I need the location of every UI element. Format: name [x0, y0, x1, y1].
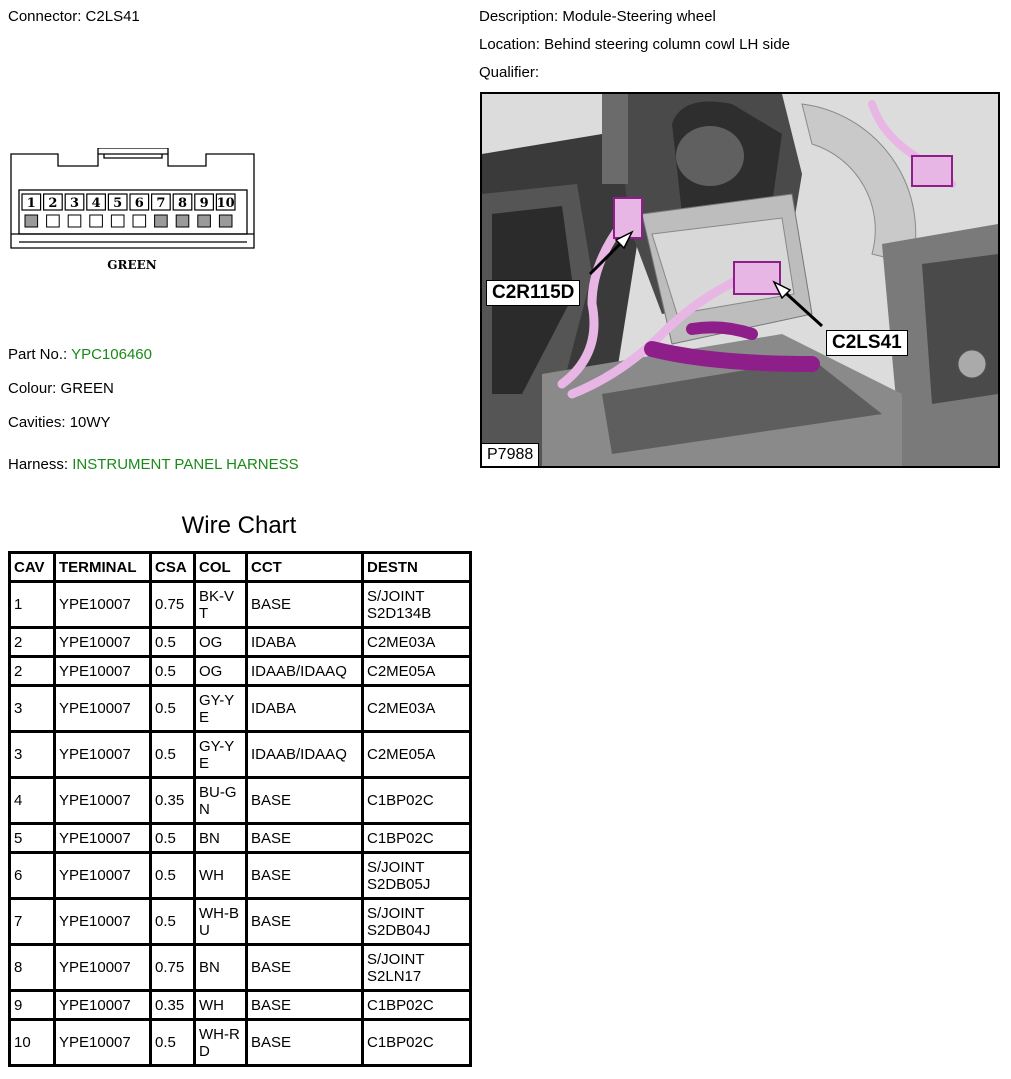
- table-row: [10, 824, 471, 853]
- part-number-value: YPC106460: [71, 346, 152, 363]
- table-cell: BASE: [247, 899, 363, 945]
- connector-label: Connector:: [8, 8, 82, 25]
- table-cell: IDAAB/IDAAQ: [247, 732, 363, 778]
- table-cell: 0.35: [151, 991, 195, 1020]
- pin-terminal-slot: [133, 215, 146, 227]
- pin-terminal-slot: [176, 215, 189, 227]
- colour-label: Colour:: [8, 380, 57, 397]
- table-cell: WH-BU: [195, 899, 247, 945]
- pin-number: 9: [199, 196, 209, 211]
- location-photo: [480, 92, 1000, 468]
- column-header: CAV: [10, 553, 55, 582]
- table-cell: C1BP02C: [363, 824, 471, 853]
- table-cell: YPE10007: [55, 732, 151, 778]
- cavities-label: Cavities:: [8, 414, 66, 431]
- table-cell: 8: [10, 945, 55, 991]
- table-cell: WH: [195, 853, 247, 899]
- description-label: Description:: [479, 8, 559, 25]
- table-cell: 1: [10, 582, 55, 628]
- table-cell: 7: [10, 899, 55, 945]
- pin-number: 4: [91, 196, 101, 211]
- column-header: TERMINAL: [55, 553, 151, 582]
- table-cell: C1BP02C: [363, 991, 471, 1020]
- table-cell: BASE: [247, 824, 363, 853]
- column-header: COL: [195, 553, 247, 582]
- table-cell: 3: [10, 732, 55, 778]
- table-cell: 3: [10, 686, 55, 732]
- pin-number: 1: [26, 196, 36, 211]
- table-cell: YPE10007: [55, 1020, 151, 1066]
- table-row: [10, 1020, 471, 1066]
- table-row: [10, 686, 471, 732]
- table-cell: OG: [195, 657, 247, 686]
- cavities-value: 10WY: [69, 414, 111, 431]
- table-cell: YPE10007: [55, 657, 151, 686]
- table-cell: WH: [195, 991, 247, 1020]
- table-row: [10, 582, 471, 628]
- column-header: DESTN: [363, 553, 471, 582]
- table-cell: C1BP02C: [363, 1020, 471, 1066]
- qualifier-line: [479, 64, 539, 81]
- table-cell: 5: [10, 824, 55, 853]
- table-cell: 6: [10, 853, 55, 899]
- table-cell: YPE10007: [55, 582, 151, 628]
- table-cell: BASE: [247, 853, 363, 899]
- part-number-line: [8, 346, 152, 363]
- pin-number: 8: [177, 196, 188, 211]
- table-cell: S/JOINT S2D134B: [363, 582, 471, 628]
- table-cell: 0.5: [151, 686, 195, 732]
- table-cell: 0.35: [151, 778, 195, 824]
- table-cell: C2ME05A: [363, 732, 471, 778]
- pin-terminal-slot: [25, 215, 38, 227]
- table-cell: C2ME03A: [363, 686, 471, 732]
- table-cell: S/JOINT S2DB05J: [363, 853, 471, 899]
- column-header: CCT: [247, 553, 363, 582]
- table-row: [10, 991, 471, 1020]
- table-cell: 9: [10, 991, 55, 1020]
- table-cell: 2: [10, 657, 55, 686]
- pin-terminal-slot: [90, 215, 103, 227]
- wire-chart-table: [8, 551, 472, 1067]
- table-cell: 0.75: [151, 582, 195, 628]
- location-label: Location:: [479, 36, 540, 53]
- table-cell: 0.5: [151, 657, 195, 686]
- table-cell: BN: [195, 945, 247, 991]
- table-cell: YPE10007: [55, 899, 151, 945]
- table-row: [10, 732, 471, 778]
- column-header: CSA: [151, 553, 195, 582]
- table-cell: BASE: [247, 778, 363, 824]
- cavities-line: [8, 414, 111, 431]
- description-value: Module-Steering wheel: [562, 8, 716, 25]
- table-cell: YPE10007: [55, 824, 151, 853]
- table-cell: S/JOINT S2DB04J: [363, 899, 471, 945]
- table-cell: BN: [195, 824, 247, 853]
- table-cell: WH-RD: [195, 1020, 247, 1066]
- callout-c2r115d: C2R115D: [486, 280, 580, 306]
- table-cell: YPE10007: [55, 853, 151, 899]
- table-cell: YPE10007: [55, 991, 151, 1020]
- table-cell: GY-YE: [195, 686, 247, 732]
- table-cell: YPE10007: [55, 628, 151, 657]
- pin-number: 3: [69, 196, 80, 211]
- pin-number: 6: [134, 196, 144, 211]
- connector-colour-text: GREEN: [107, 258, 157, 272]
- location-line: [479, 36, 790, 53]
- table-cell: BASE: [247, 1020, 363, 1066]
- table-cell: IDAAB/IDAAQ: [247, 657, 363, 686]
- location-value: Behind steering column cowl LH side: [544, 36, 791, 53]
- harness-value: INSTRUMENT PANEL HARNESS: [72, 456, 299, 473]
- table-cell: 0.5: [151, 1020, 195, 1066]
- connector-line: [8, 8, 140, 25]
- table-cell: BU-GN: [195, 778, 247, 824]
- table-cell: YPE10007: [55, 778, 151, 824]
- table-cell: 0.5: [151, 732, 195, 778]
- qualifier-label: Qualifier:: [479, 64, 540, 81]
- table-row: [10, 628, 471, 657]
- table-cell: 4: [10, 778, 55, 824]
- description-line: [479, 8, 716, 25]
- table-body: [10, 582, 471, 1066]
- table-cell: 2: [10, 628, 55, 657]
- table-cell: 0.5: [151, 824, 195, 853]
- pin-terminal-slot: [198, 215, 211, 227]
- table-cell: S/JOINT S2LN17: [363, 945, 471, 991]
- colour-line: [8, 380, 114, 397]
- wire-chart-title: Wire Chart: [181, 512, 297, 539]
- table-cell: IDABA: [247, 628, 363, 657]
- table-cell: 10: [10, 1020, 55, 1066]
- table-cell: BASE: [247, 991, 363, 1020]
- pin-number: 2: [48, 196, 58, 211]
- table-cell: C1BP02C: [363, 778, 471, 824]
- table-row: [10, 853, 471, 899]
- table-cell: 0.5: [151, 853, 195, 899]
- table-row: [10, 778, 471, 824]
- table-cell: 0.5: [151, 899, 195, 945]
- table-cell: C2ME05A: [363, 657, 471, 686]
- table-cell: BASE: [247, 582, 363, 628]
- table-cell: C2ME03A: [363, 628, 471, 657]
- pin-terminal-slot: [68, 215, 81, 227]
- table-row: [10, 945, 471, 991]
- pin-number: 10: [216, 196, 235, 211]
- table-cell: 0.5: [151, 628, 195, 657]
- callout-c2ls41: C2LS41: [826, 330, 908, 356]
- pin-box-group: [22, 194, 235, 227]
- table-cell: OG: [195, 628, 247, 657]
- table-cell: IDABA: [247, 686, 363, 732]
- colour-value: GREEN: [60, 380, 114, 397]
- table-cell: GY-YE: [195, 732, 247, 778]
- harness-line: [8, 456, 299, 473]
- photo-id-label: P7988: [482, 443, 539, 466]
- table-cell: YPE10007: [55, 686, 151, 732]
- pin-number: 5: [113, 196, 123, 211]
- table-cell: BASE: [247, 945, 363, 991]
- pin-terminal-slot: [219, 215, 232, 227]
- pin-terminal-slot: [111, 215, 124, 227]
- harness-label: Harness:: [8, 456, 69, 473]
- part-number-label: Part No.:: [8, 346, 68, 363]
- table-row: [10, 899, 471, 945]
- table-header-row: [10, 553, 471, 582]
- pin-terminal-slot: [47, 215, 60, 227]
- pin-terminal-slot: [155, 215, 168, 227]
- table-cell: YPE10007: [55, 945, 151, 991]
- table-cell: BK-VT: [195, 582, 247, 628]
- pin-number: 7: [156, 196, 166, 211]
- table-row: [10, 657, 471, 686]
- connector-face-diagram: [8, 148, 260, 276]
- table-cell: 0.75: [151, 945, 195, 991]
- connector-value: C2LS41: [85, 8, 140, 25]
